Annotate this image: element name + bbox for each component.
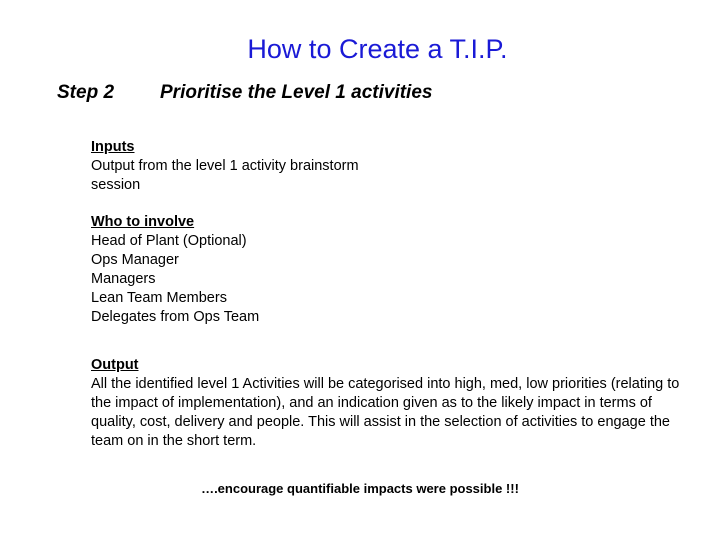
step-description: Prioritise the Level 1 activities — [160, 82, 433, 103]
footer-note-text: ….encourage quantifiable impacts were possible !!! — [201, 481, 519, 496]
slide-title: How to Create a T.I.P. — [247, 34, 508, 64]
inputs-heading: Inputs — [91, 139, 135, 155]
involve-item: Delegates from Ops Team — [91, 309, 260, 325]
who-to-involve-section — [91, 213, 259, 327]
footer-note — [0, 480, 720, 498]
output-heading: Output — [91, 357, 139, 373]
involve-item: Managers — [91, 271, 156, 287]
involve-item: Lean Team Members — [91, 290, 227, 306]
output-text: All the identified level 1 Activities will be categorised into high, med, low priorities (relating to the impact of implementation), and an indication given as to the likely impact in terms of quality, cost, delivery and people. This will assist in the selection of activities to engage the team on in the short term. — [91, 376, 680, 449]
inputs-text: Output from the level 1 activity brainstorm session — [91, 158, 359, 193]
inputs-section — [91, 138, 411, 195]
who-to-involve-heading: Who to involve — [91, 214, 195, 230]
step-label: Step 2 — [57, 82, 115, 103]
involve-item: Head of Plant (Optional) — [91, 233, 247, 249]
output-section — [91, 356, 691, 451]
involve-item: Ops Manager — [91, 252, 179, 268]
